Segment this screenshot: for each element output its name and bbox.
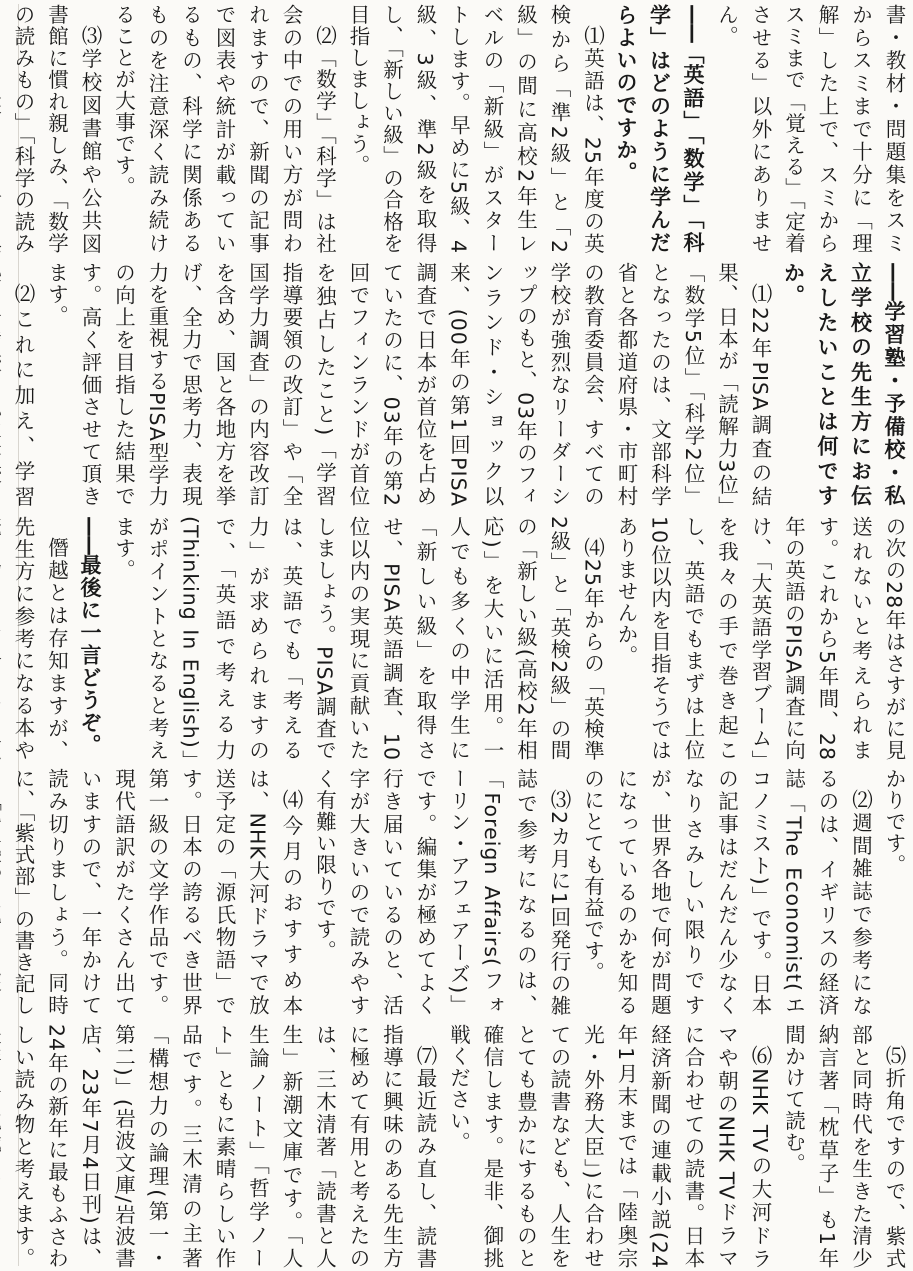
body-paragraph: 書・教材・問題集をスミからスミまで十分に「理解」した上で、スミからスミまで「覚える」「定着させる」以外にありません。 <box>714 4 906 254</box>
section-heading <box>776 262 910 507</box>
heading-dash: —— <box>78 516 102 554</box>
body-paragraph: ⑵これに加え、学習 <box>11 282 35 507</box>
body-paragraph: ⑴22年PISA調査の結果、日本が「読解力3位」「数学5位」「科学2位」となったのは、文部科学省と各都道府県・市町村の教育委員会、すべての学校が強烈なリーダーシップのもと、03年のフィンランド・ショック以来、(00年の第1回PISA調査で日本が首位を占めていたのに、03年の第2回でフィンランドが首位を独占したこと)「学習指導要領の改訂」や「全国学力調査」の内容改訂を含め、国と各地方を挙げ、全力で思考力、表現力を重視するPISA型学力の向上を目指した結果です。高く評価させて頂きます。 <box>44 262 772 507</box>
body-paragraph: ⑶学校図書館や公共図書館に慣れ親しみ、「数学の読みもの」「科学の読み <box>11 4 102 254</box>
body-paragraph: ⑵週間雑誌で参考になるのは、イギリスの経済誌「The Economist(エコノミスト)」です。日本の記事はだんだん少なくなりさみしい限りですが、世界各地で何が問題になっているのかを知るのにとても有益です。 <box>580 768 873 1016</box>
tier-5 <box>11 1024 910 1269</box>
body-paragraph: ⑺最近読み直し、読書指導に興味のある先生方に極めて有用と考えたのは、三木清著「読書と人生」新潮文庫です。「人生論ノート」「哲学ノート」ともに素晴らしい作品です。三木清の主著「構想力の論理(第一・第二)」(岩波文庫/岩波書店、23年7月4日刊)は、24年の新年に最もふさわしい読み物と考えます。 <box>11 1024 437 1269</box>
body-paragraph: かりです。 <box>882 768 906 876</box>
body-paragraph: ⑷今月のおすすめ本は、NHK大河ドラマで放送予定の「源氏物語」です。日本の誇るべき世界第一級の文学作品です。現代語訳がたくさん出ていますので、一年かけて読み切りましょう。同時に、「紫式部」の書き記し <box>11 768 303 1016</box>
section-heading <box>609 4 710 254</box>
body-paragraph: ⑵「数学」「科学」は社会の中での用い方が問われますので、新聞の記事で図表や統計が載っているもの、科学に関係あるものを注意深く読み続けることが大事です。 <box>111 4 337 254</box>
heading-text: 英語」「数学」「科学」はどのように学んだらよいのですか。 <box>614 4 705 255</box>
tier-2 <box>11 262 910 507</box>
body-paragraph: 僭越とは存知ますが、先生方に参考になる本や <box>11 516 69 761</box>
body-paragraph: ⑷25年からの「英検準2級」と「英検2級」の間の「新しい級(高校2年相応)」を大いに活用。一人でも多くの中学生に「新しい級」を取得させ、PISA英語調査、10位以内の実現に貢献いたしましょう。PISA調査では、英語でも「考える力」が求められますので、「英語で考える力(Thinking In English)」がポイントとなると考えます。 <box>111 516 605 761</box>
body-paragraph: ⑸折角ですので、紫式部と同時代を生きた清少納言著「枕草子」も1年間かけて読む。 <box>781 1024 906 1269</box>
body-paragraph: ⑴英語は、25年度の英検から「準2級」と「2級」の間に高校2年生レベルの「新級」がスタートします。早めに5級、4級、3級、準2級を取得し、「新しい級」の合格を目指しましょう。 <box>346 4 605 254</box>
tier-1 <box>11 4 910 255</box>
body-paragraph: ⑶2カ月に1回発行の雑誌で参考になるのは、「Foreign Affairs(フォーリン・アフェアーズ)」です。編集が極めてよく行き届いているのと、活字が大きいので読みやすく有難い限りです。 <box>312 768 571 1016</box>
section-heading <box>73 516 107 761</box>
tier-4 <box>11 768 910 1016</box>
body-paragraph: の次の28年はさすがに見送れないと考えられます。これから5年間、28年の英語のPISA調査に向け、「大英語学習ブーム」を我々の手で巻き起こし、英語でもまずは上位10位以内を目指そうではありませんか。 <box>614 516 906 761</box>
heading-text: 学習塾・予備校・私立学校の先生方にお伝えしたいことは何ですか。 <box>781 262 906 507</box>
heading-dash: —— <box>882 262 906 300</box>
tier-3 <box>11 516 910 761</box>
body-paragraph: ⑹NHK TVの大河ドラマや朝のNHK TVドラマに合わせての読書。日本経済新聞の連載小説(24年1月末までは「陸奥宗光・外務大臣」)に合わせての読書なども、人生をとても豊かにするものと確信します。是非、御挑戦ください。 <box>446 1024 772 1269</box>
heading-dash: ——「 <box>681 4 705 64</box>
heading-text: 最後に一言どうぞ。 <box>78 554 102 757</box>
